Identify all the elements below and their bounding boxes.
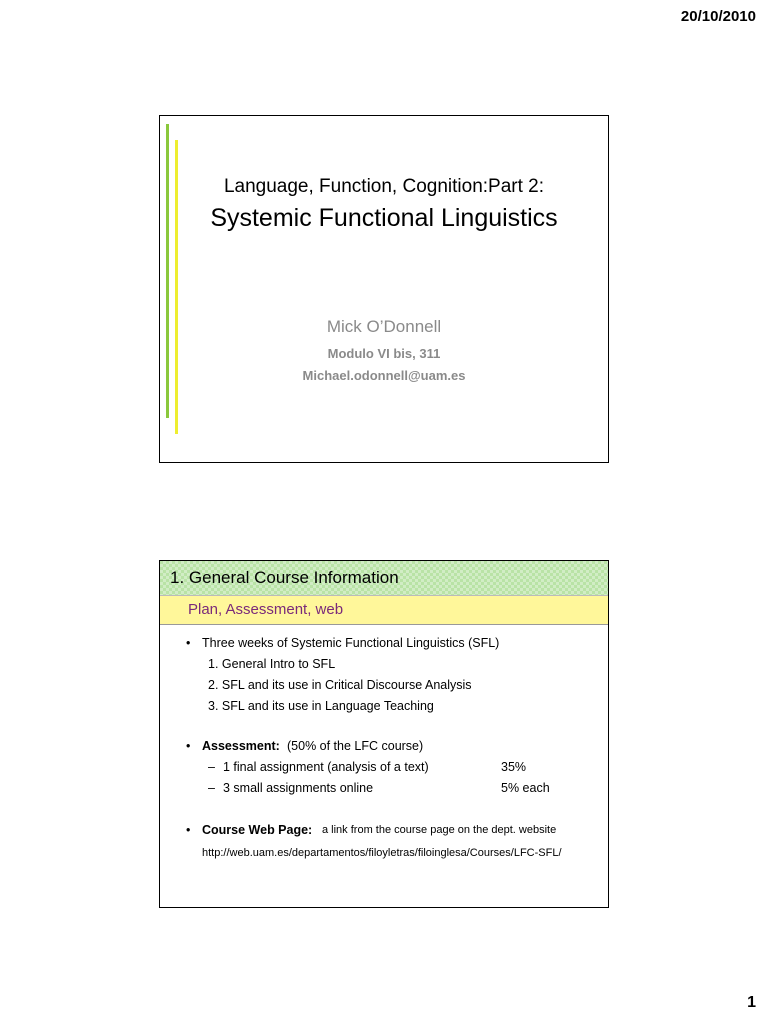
slide-title-line1: Language, Function, Cognition:Part 2:: [223, 176, 545, 197]
slide-title-line2: Systemic Functional Linguistics: [210, 204, 558, 232]
list-item-week3: 3. SFL and its use in Language Teaching: [208, 699, 434, 713]
web-page-label: Course Web Page:: [202, 823, 313, 837]
bullet-weeks: Three weeks of Systemic Functional Linguistics (SFL): [202, 636, 500, 650]
web-page-note: a link from the course page on the dept. website: [322, 824, 557, 836]
dash-icon: –: [208, 781, 215, 795]
list-item-week2: 2. SFL and its use in Critical Discourse Analysis: [208, 678, 472, 692]
dash-icon: –: [208, 760, 215, 774]
bullet-icon: •: [186, 739, 191, 753]
page-number: 1: [747, 994, 756, 1011]
slide-subheading: Plan, Assessment, web: [188, 601, 344, 618]
course-url-link[interactable]: http://web.uam.es/departamentos/filoyletras/filoinglesa/Courses/LFC-SFL/: [202, 847, 562, 859]
list-item-week1: 1. General Intro to SFL: [208, 657, 336, 671]
page-date: 20/10/2010: [680, 8, 756, 25]
slide-course-info: [159, 560, 609, 908]
slide-title: [159, 115, 609, 463]
assessment-label: Assessment:: [202, 739, 280, 753]
slide-title-band: [160, 561, 608, 596]
slide-subtitle-band: [160, 596, 608, 625]
assessment-weight-2: 5% each: [501, 781, 550, 795]
assessment-item-1: 1 final assignment (analysis of a text): [223, 760, 429, 774]
assessment-weight-1: 35%: [501, 760, 527, 774]
presenter-name: Mick O’Donnell: [326, 317, 442, 336]
bullet-icon: •: [186, 823, 191, 837]
bullet-icon: •: [186, 636, 191, 650]
presenter-affiliation: Modulo VI bis, 311: [327, 346, 441, 361]
assessment-item-2: 3 small assignments online: [223, 781, 374, 795]
assessment-note: (50% of the LFC course): [287, 739, 424, 753]
presenter-email: Michael.odonnell@uam.es: [302, 368, 466, 383]
slide-heading: 1. General Course Information: [170, 568, 399, 587]
